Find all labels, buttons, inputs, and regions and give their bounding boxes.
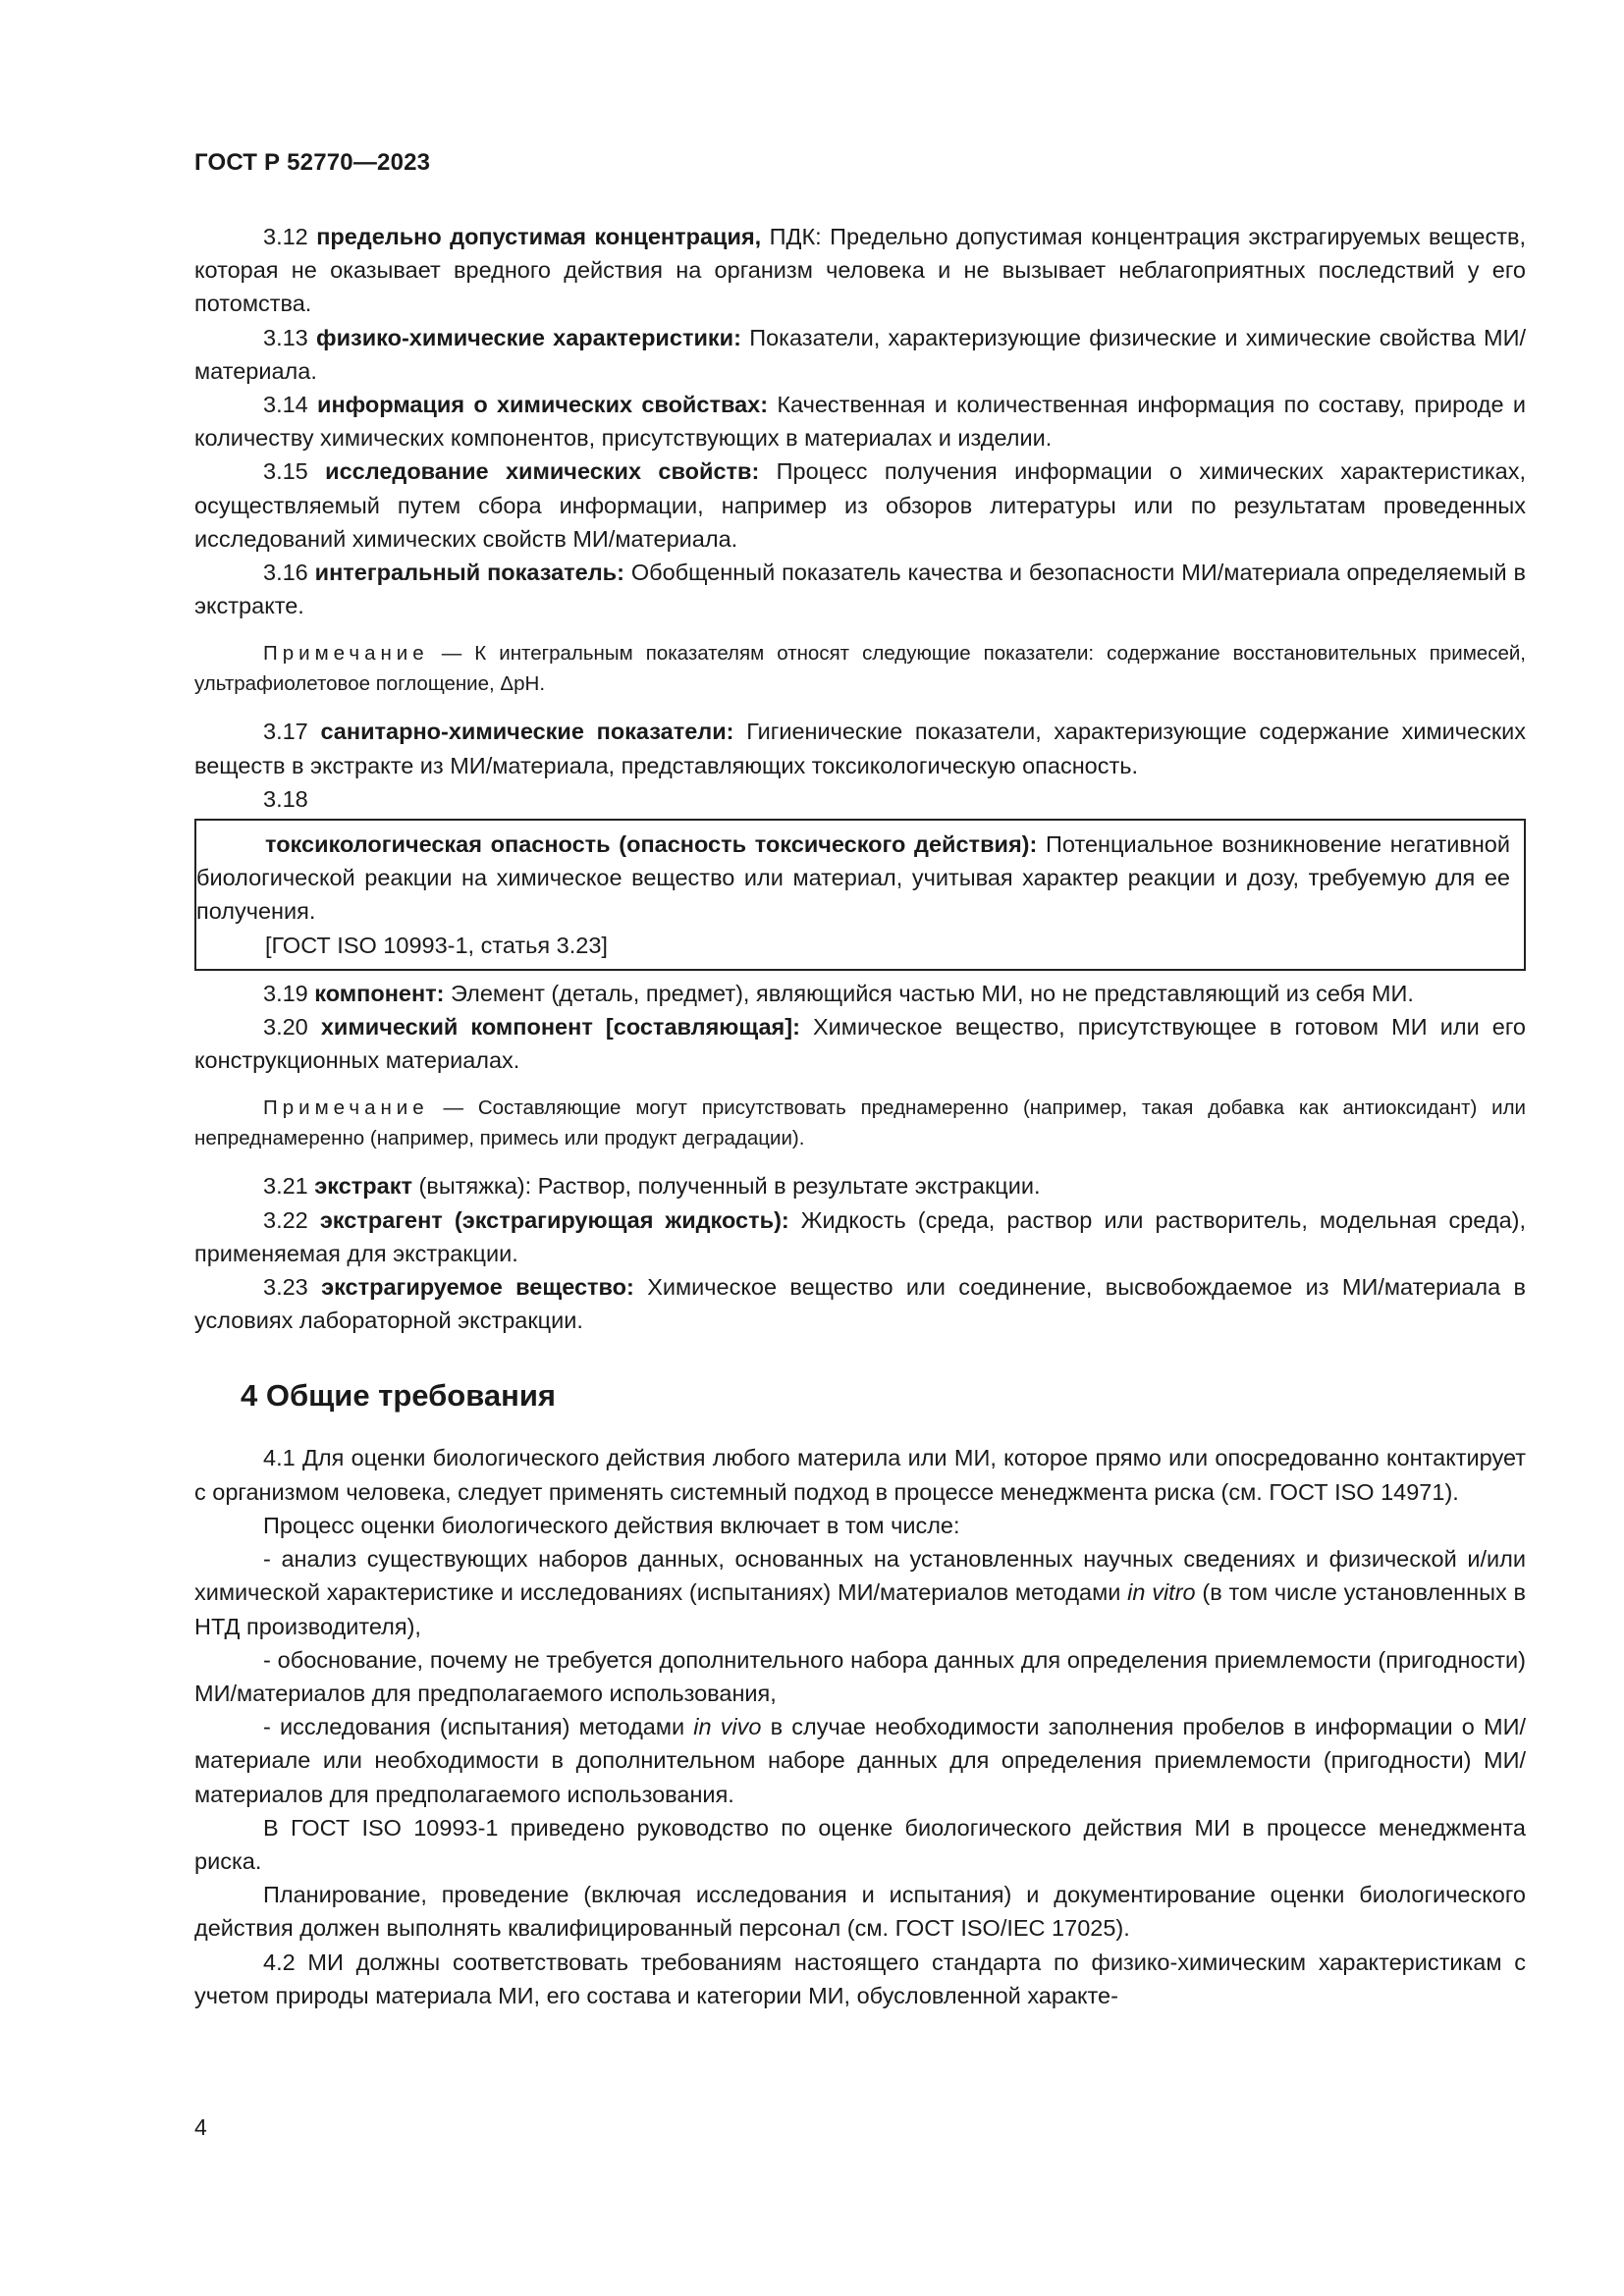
definition-source: [ГОСТ ISO 10993-1, статья 3.23] <box>265 932 608 958</box>
definition-text: Потенциальное возникновение негативной биологической реакции на химическое вещество или материал, учитывая характер реакции и дозу, требуемую для ее получения. <box>196 831 1510 925</box>
definition-number: 3.12 <box>263 224 308 249</box>
definition-text: Гигиенические показатели, характеризующие содержание химических веществ в экстракте из МИ/материала, представляющих токсикологическую опасность. <box>194 719 1527 778</box>
definition-number: 3.14 <box>263 392 308 418</box>
definition-number: 3.21 <box>263 1173 308 1200</box>
definition-text: ПДК: Предельно допустимая концентрация экстрагируемых веществ, которая не оказывает вредного действия на организм человека и не вызывает неблагоприятных последствий у его потомства. <box>194 224 1526 317</box>
definition-text: Элемент (деталь, предмет), являющийся частью МИ, но не представляющий из себя МИ. <box>444 980 1414 1006</box>
list-item-text: - анализ существующих наборов данных, основанных на установленных научных сведениях и физической и/или химической характеристике и исследованиях (испытаниях) МИ/материалов методами <box>194 1546 1526 1606</box>
definition-3-15 <box>194 454 1526 556</box>
definition-3-12 <box>194 220 1526 321</box>
definition-3-22 <box>194 1203 1526 1270</box>
definition-term: экстрагент (экстрагирующая жидкость): <box>319 1206 789 1233</box>
section-heading: 4 Общие требования <box>241 1378 556 1414</box>
definition-number: 3.22 <box>263 1206 308 1233</box>
paragraph-process-intro: Процесс оценки биологического действия включает в том числе: <box>263 1512 960 1538</box>
definition-3-17 <box>194 715 1526 781</box>
definition-3-23 <box>194 1270 1526 1337</box>
page-number: 4 <box>194 2114 207 2140</box>
definition-3-19 <box>194 977 1526 1010</box>
definition-term: химический компонент [составляющая]: <box>320 1014 800 1041</box>
definition-text: Химическое вещество, присутствующее в готовом МИ или его конструкционных материалах. <box>194 1014 1526 1074</box>
definition-term: компонент: <box>314 980 445 1006</box>
definition-3-16 <box>194 556 1526 622</box>
paragraph-4-1: 4.1 Для оценки биологического действия любого материла или МИ, которое прямо или опосредованно контактирует с организмом человека, следует применять системный подход в процессе менеджмента риска (см. ГОСТ ISO 14971). <box>194 1445 1526 1505</box>
definition-number: 3.19 <box>263 980 308 1006</box>
list-item-text: (в том числе установленных в НТД производителя), <box>194 1579 1527 1639</box>
definition-3-21 <box>194 1169 1526 1202</box>
note-label: Примечание <box>263 642 429 666</box>
definition-text: Показатели, характеризующие физические и химические свойства МИ/материала. <box>194 324 1526 384</box>
definition-term: экстрагируемое вещество: <box>321 1274 634 1301</box>
definition-text: Процесс получения информации о химических характеристиках, осуществляемый путем сбора информации, например из обзоров литературы или по результатам проведенных исследований химических свойств МИ/материала. <box>194 458 1526 552</box>
definition-number: 3.16 <box>263 560 308 586</box>
list-item-text: в случае необходимости заполнения пробелов в информации о МИ/материале или необходимости в дополнительном наборе данных для определения приемлемости (пригодности) МИ/материалов для предполагаемого использования. <box>194 1714 1526 1807</box>
definition-number: 3.23 <box>263 1274 308 1301</box>
definition-term: предельно допустимая концентрация, <box>316 224 762 249</box>
definition-text: Жидкость (среда, раствор или растворитель, модельная среда), применяемая для экстракции. <box>194 1206 1526 1266</box>
definition-term: токсикологическая опасность (опасность токсического действия): <box>265 831 1038 858</box>
definition-number: 3.17 <box>263 719 308 745</box>
definition-3-18-number <box>194 782 1526 816</box>
italic-term: in vivo <box>693 1714 762 1740</box>
list-item-text: - исследования (испытания) методами <box>263 1714 694 1740</box>
document-header: ГОСТ Р 52770—2023 <box>194 149 431 176</box>
note-integral-indicators <box>194 638 1526 699</box>
definition-term: информация о химических свойствах: <box>317 392 769 418</box>
definition-term: экстракт <box>314 1173 412 1200</box>
note-label: Примечание <box>263 1096 429 1120</box>
paragraph-planning: Планирование, проведение (включая исследования и испытания) и документирование оценки биологического действия должен выполнять квалифицированный персонал (см. ГОСТ ISO/IEC 17025). <box>194 1882 1526 1942</box>
definition-3-18 <box>196 828 1510 929</box>
definition-number: 3.15 <box>263 458 308 485</box>
definition-text: (вытяжка): Раствор, полученный в результате экстракции. <box>411 1173 1041 1200</box>
definition-term: исследование химических свойств: <box>325 458 760 485</box>
document-body <box>194 220 1526 2012</box>
definition-term: физико-химические характеристики: <box>316 324 741 350</box>
definition-text: Обобщенный показатель качества и безопасности МИ/материала определяемый в экстракте. <box>194 560 1526 619</box>
definition-text: Качественная и количественная информация по составу, природе и количеству химических компонентов, присутствующих в материалах и изделии. <box>194 392 1526 452</box>
definition-number: 3.18 <box>263 785 308 812</box>
italic-term: in vitro <box>1127 1579 1196 1606</box>
definition-term: интегральный показатель: <box>314 560 624 586</box>
definition-3-13 <box>194 321 1526 388</box>
definition-text: Химическое вещество или соединение, высвобождаемое из МИ/материала в условиях лабораторной экстракции. <box>194 1274 1527 1334</box>
definition-number: 3.13 <box>263 324 308 350</box>
note-text: — Составляющие могут присутствовать преднамеренно (например, такая добавка как антиоксидант) или непреднамеренно (например, примесь или продукт деградации). <box>194 1096 1526 1150</box>
list-item-analysis <box>194 1542 1526 1643</box>
note-components <box>194 1093 1526 1153</box>
definition-term: санитарно-химические показатели: <box>320 719 734 745</box>
paragraph-4-2: 4.2 МИ должны соответствовать требованиям настоящего стандарта по физико-химическим характеристикам с учетом природы материала МИ, его состава и категории МИ, обусловленной характе- <box>194 1949 1526 2008</box>
definition-3-14 <box>194 388 1526 454</box>
list-item-justification: - обоснование, почему не требуется дополнительного набора данных для определения приемлемости (пригодности) МИ/материалов для предполагаемого использования, <box>194 1646 1526 1706</box>
definition-3-18-box <box>194 819 1526 971</box>
definition-number: 3.20 <box>263 1014 308 1041</box>
definition-3-20 <box>194 1010 1526 1077</box>
list-item-in-vivo <box>194 1710 1526 1811</box>
paragraph-guidance: В ГОСТ ISO 10993-1 приведено руководство по оценке биологического действия МИ в процессе менеджмента риска. <box>194 1814 1526 1874</box>
note-text: — К интегральным показателям относят следующие показатели: содержание восстановительных примесей, ультрафиолетовое поглощение, ΔpH. <box>194 642 1526 696</box>
